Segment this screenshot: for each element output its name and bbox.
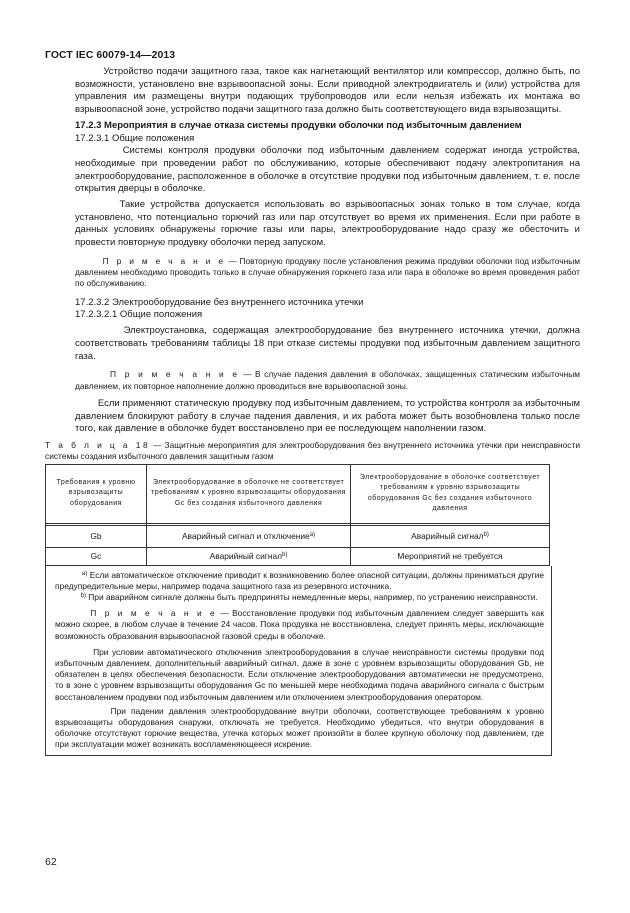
paragraph-auto-shutdown-text: При условии автоматического отключения электрооборудования в случае неисправности системы продувки под избыточным давлением, дополнительный аварийный сигнал, даже в зоне с уровнем взрывозащиты оборудования Gb, не обязателен в целях обеспечения безопасности. Если отключение электрооборудования автоматически не предусмотрено, то в зоне с уровнем взрывозащиты оборудования Gc по меньшей мере необходима подача аварийного сигнала с быстрым восстановлением продувки под избыточным давлением или отключением электрооборудования оператором. <box>55 646 544 702</box>
cell-level: Gc <box>46 547 147 565</box>
cell-text: Аварийный сигнал <box>209 550 282 561</box>
cell-text: Аварийный сигнал и отключение <box>181 530 310 541</box>
header-cell-level: Требования к уровню взрывозащиты оборудования <box>46 464 147 523</box>
paragraph-electrical-installation <box>75 325 580 363</box>
note-repurge <box>75 256 580 290</box>
cell-gc <box>351 525 550 547</box>
section-17-2-3-2-1-title: 17.2.3.2.1 Общие положения <box>75 309 203 321</box>
note-label: П р и м е ч а н и е <box>102 255 226 266</box>
standard-header: ГОСТ IEC 60079-14—2013 <box>45 50 176 61</box>
table-footer <box>45 566 552 756</box>
paragraph-pressure-drop <box>55 706 544 751</box>
paragraph-device-usage-text: Такие устройства допускается использовать во взрывоопасных зонах только в том случае, когда установлено, что потенциально горючий газ или пар отсутствует во время их применения. Если при работе в данных условиях обнаружены горючие газы или пары, электрооборудование надо сразу же обесточить и провести повторную продувку оболочки перед запуском. <box>75 199 580 249</box>
section-17-2-3-title: 17.2.3 Мероприятия в случае отказа системы продувки оболочки под избыточным давлением <box>75 119 522 131</box>
cell-text: Мероприятий не требуется <box>397 550 503 561</box>
footnote-ref: b) <box>483 531 489 538</box>
table-header-row <box>46 464 550 523</box>
table-18-caption <box>45 440 580 463</box>
note-text: — Восстановление продувки под избыточным давлением следует завершить как можно скорее, в любом случае в течение 24 часов. Пока продувка не восстановлена, следует принять меры, исключающие возможность образования взрывоопасной газовой среды в оболочке. <box>55 608 544 641</box>
table-label: Т а б л и ц а 18 <box>45 439 151 450</box>
section-17-2-3-2-title: 17.2.3.2 Электрооборудование без внутреннего источника утечки <box>75 296 364 308</box>
note-restore-purge <box>55 608 544 642</box>
cell-not-gc <box>147 525 351 547</box>
footnote-a-mark: a) <box>81 570 88 577</box>
paragraph-electrical-installation-text: Электроустановка, содержащая электрооборудование без внутреннего источника утечки, должна соответствовать требованиям таблицы 18 при отказе системы продувки под избыточным давлением защитного газа. <box>75 325 580 362</box>
paragraph-static-purge <box>75 398 580 436</box>
cell-text: Аварийный сигнал <box>411 530 484 541</box>
footnote-ref: a) <box>309 531 316 538</box>
note-label: П р и м е ч а н и е <box>110 369 240 380</box>
footnote-b-mark: b) <box>80 592 86 599</box>
paragraph-gas-supply <box>75 66 580 117</box>
cell-level: Gb <box>46 525 147 547</box>
paragraph-device-usage <box>75 199 580 250</box>
table-row <box>46 525 550 547</box>
footnote-b <box>55 592 544 603</box>
note-label: П р и м е ч а н и е <box>90 608 218 619</box>
footnote-ref: b) <box>282 551 288 558</box>
note-text: — Повторную продувку после установления режима продувки оболочки под избыточным давлением необходимо проводить только в случае обнаружения горючего газа или пара в оболочке во время проведения работ по обслуживанию. <box>75 255 580 289</box>
note-static-pressure <box>75 369 580 392</box>
paragraph-maintenance-devices-text: Системы контроля продувки оболочки под избыточным давлением содержат иногда устройства, необходимые при проведении работ по обслуживанию, которые обеспечивают подачу электропитания на электрооборудование, расположенное в оболочке в отсутствие продувки под избыточным давлением, т. е. после открытия дверцы в оболочке. <box>75 145 580 195</box>
paragraph-auto-shutdown <box>55 647 544 703</box>
header-cell-gc: Электрооборудование в оболочке соответствует требованиям к уровню взрывозащиты оборудования Gc без создания избыточного давления <box>351 464 550 523</box>
protection-measures-table <box>45 464 550 566</box>
table-18 <box>45 464 580 756</box>
section-17-2-3-1-title: 17.2.3.1 Общие положения <box>75 132 195 144</box>
footnote-b-text: При аварийном сигнале должны быть предприняты немедленные меры, например, по устранению неисправности. <box>85 591 538 602</box>
paragraph-pressure-drop-text: При падении давления электрооборудование внутри оболочки, соответствующее требованиям к уровню взрывозащиты оборудования снаружи, отключать не требуется. Необходимо убедиться, что внутри оборудования в оболочке отсутствуют горючие вещества, утечка которых может произойти в более крупную оболочку под давлением, где при эксплуатации может возникать воспламеняющееся искрение. <box>55 705 544 750</box>
table-row <box>46 547 550 565</box>
cell-gc <box>351 547 550 565</box>
table-caption-text: — Защитные мероприятия для электрооборудования без внутреннего источника утечки при неисправности системы создания избыточного давления защитным газом <box>45 439 580 462</box>
cell-not-gc <box>147 547 351 565</box>
header-cell-not-gc: Электрооборудование в оболочке не соответствует требованиям к уровню взрывозащиты оборудования Gc без создания избыточного давления <box>147 464 351 523</box>
page-content <box>45 66 580 756</box>
note-text: — В случае падения давления в оболочках, защищенных статическим избыточным давлением, их повторное наполнение должно проводиться вне взрывоопасной зоны. <box>75 369 580 391</box>
paragraph-static-purge-text: Если применяют статическую продувку под избыточным давлением, то устройства контроля за избыточным давлением блокируют работу в случае падения давления, и их работа может быть возобновлена только после того, как давление в оболочке будет восстановлено при ее последующем наполнении газом. <box>75 397 580 435</box>
page-number: 62 <box>45 856 57 868</box>
footnote-a-text: Если автоматическое отключение приводит к возникновению более опасной ситуации, должны приниматься другие предупредительные меры, например подача защитного газа из резервного источника. <box>55 569 544 591</box>
paragraph-gas-supply-text: Устройство подачи защитного газа, такое как нагнетающий вентилятор или компрессор, должно быть, по возможности, установлено вне взрывоопасной зоны. Если приводной электродвигатель и (или) устройства для управления им размещены внутри подающих трубопроводов или если нельзя избежать их монтажа во взрывоопасной зоне, устройство подачи защитного газа должно быть соответствующего вида взрывозащиты. <box>75 66 580 116</box>
paragraph-maintenance-devices <box>75 145 580 196</box>
footnote-a <box>55 570 544 592</box>
